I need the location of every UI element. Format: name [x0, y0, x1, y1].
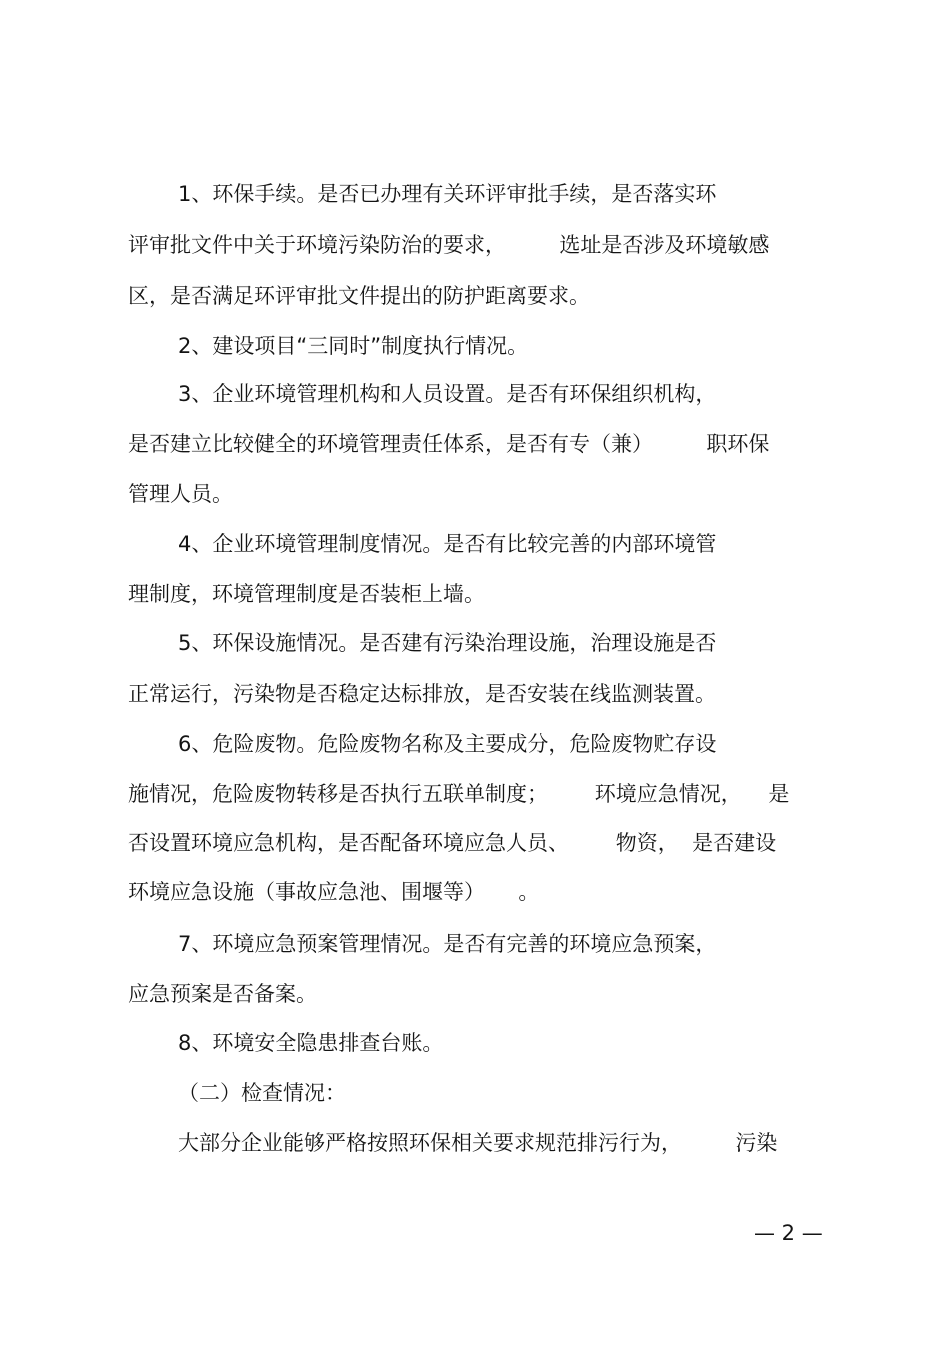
text-line-13: 施情况，危险废物转移是否执行五联单制度； 环境应急情况， 是	[128, 782, 790, 806]
text-line-16: 7、环境应急预案管理情况。是否有完善的环境应急预案，	[178, 932, 717, 956]
page-number: — 2 —	[754, 1221, 823, 1245]
text-line-15: 环境应急设施（事故应急池、围堰等） 。	[128, 880, 540, 904]
text-line-2: 评审批文件中关于环境污染防治的要求， 选址是否涉及环境敏感	[128, 233, 770, 257]
text-line-9: 理制度，环境管理制度是否装柜上墙。	[128, 582, 485, 606]
text-line-7: 管理人员。	[128, 482, 233, 506]
text-line-1: 1、环保手续。是否已办理有关环评审批手续，是否落实环	[178, 182, 717, 206]
text-line-11: 正常运行，污染物是否稳定达标排放，是否安装在线监测装置。	[128, 682, 716, 706]
section-heading: （二）检查情况：	[178, 1081, 346, 1105]
text-line-14: 否设置环境应急机构，是否配备环境应急人员、 物资， 是否建设	[128, 831, 777, 855]
text-line-6: 是否建立比较健全的环境管理责任体系，是否有专（兼） 职环保	[128, 432, 770, 456]
text-line-4: 2、建设项目“三同时”制度执行情况。	[178, 334, 529, 358]
text-line-20: 大部分企业能够严格按照环保相关要求规范排污行为， 污染	[178, 1131, 778, 1155]
text-line-3: 区，是否满足环评审批文件提出的防护距离要求。	[128, 284, 590, 308]
text-line-12: 6、危险废物。危险废物名称及主要成分，危险废物贮存设	[178, 732, 717, 756]
text-line-18: 8、环境安全隐患排查台账。	[178, 1031, 444, 1055]
text-line-10: 5、环保设施情况。是否建有污染治理设施，治理设施是否	[178, 631, 717, 655]
text-line-8: 4、企业环境管理制度情况。是否有比较完善的内部环境管	[178, 532, 717, 556]
text-line-5: 3、企业环境管理机构和人员设置。是否有环保组织机构，	[178, 382, 717, 406]
text-line-17: 应急预案是否备案。	[128, 982, 317, 1006]
